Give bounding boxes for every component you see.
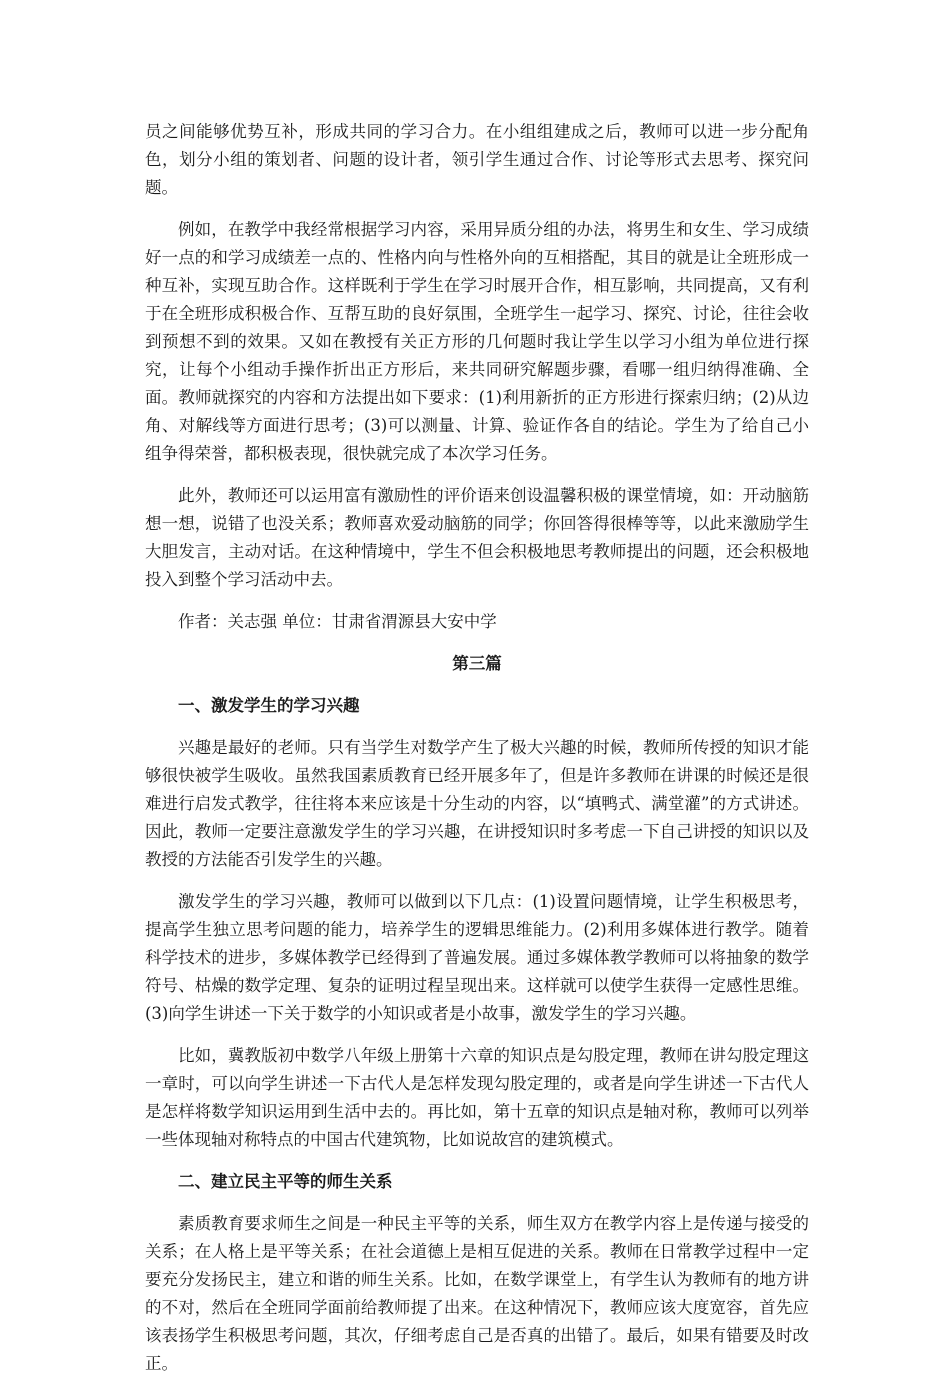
section-heading-1: 一、激发学生的学习兴趣 (178, 696, 360, 715)
section-heading-2: 二、建立民主平等的师生关系 (178, 1172, 393, 1191)
section2-paragraph: 素质教育要求师生之间是一种民主平等的关系，师生双方在教学内容上是传递与接受的关系；在人格上是平等关系；在社会道德上是相互促进的关系。教师在日常教学过程中一定要充分发扬民主，建立和谐的师生关系。比如，在数学课堂上，有学生认为教师有的地方讲的不对，然后在全班同学面前给教师提了出来。在这种情况下，教师应该大度宽容，首先应该表扬学生积极思考问题，其次，仔细考虑自己是否真的出错了。最后，如果有错要及时改正。 (145, 1214, 809, 1373)
paragraph-evaluation: 此外，教师还可以运用富有激励性的评价语来创设温馨积极的课堂情境，如：开动脑筋想一想，说错了也没关系；教师喜欢爱动脑筋的同学；你回答得很棒等等，以此来激励学生大胆发言，主动对话。在这种情境中，学生不但会积极地思考教师提出的问题，还会积极地投入到整个学习活动中去。 (145, 486, 809, 589)
paragraph-continuation: 员之间能够优势互补，形成共同的学习合力。在小组组建成之后，教师可以进一步分配角色，划分小组的策划者、问题的设计者，领引学生通过合作、讨论等形式去思考、探究问题。 (145, 122, 809, 197)
document-body (145, 118, 809, 1392)
section1-paragraph: 兴趣是最好的老师。只有当学生对数学产生了极大兴趣的时候，教师所传授的知识才能够很快被学生吸收。虽然我国素质教育已经开展多年了，但是许多教师在讲课的时候还是很难进行启发式教学，往往将本来应该是十分生动的内容，以“填鸭式、满堂灌”的方式讲述。因此，教师一定要注意激发学生的学习兴趣，在讲授知识时多考虑一下自己讲授的知识以及教授的方法能否引发学生的兴趣。 (145, 738, 809, 869)
section1-paragraph: 比如，冀教版初中数学八年级上册第十六章的知识点是勾股定理，教师在讲勾股定理这一章时，可以向学生讲述一下古代人是怎样发现勾股定理的，或者是向学生讲述一下古代人是怎样将数学知识运用到生活中去的。再比如，第十五章的知识点是轴对称，教师可以列举一些体现轴对称特点的中国古代建筑物，比如说故宫的建筑模式。 (145, 1046, 809, 1149)
part-title: 第三篇 (452, 654, 502, 673)
paragraph-example: 例如，在教学中我经常根据学习内容，采用异质分组的办法，将男生和女生、学习成绩好一点的和学习成绩差一点的、性格内向与性格外向的互相搭配，其目的就是让全班形成一种互补，实现互助合作。这样既利于学生在学习时展开合作，相互影响，共同提高，又有利于在全班形成积极合作、互帮互助的良好氛围，全班学生一起学习、探究、讨论，往往会收到预想不到的效果。又如在教授有关正方形的几何题时我让学生以学习小组为单位进行探究，让每个小组动手操作折出正方形后，来共同研究解题步骤，看哪一组归纳得准确、全面。教师就探究的内容和方法提出如下要求：(1)利用新折的正方形进行探索归纳；(2)从边角、对解线等方面进行思考；(3)可以测量、计算、验证作各自的结论。学生为了给自己小组争得荣誉，都积极表现，很快就完成了本次学习任务。 (145, 220, 809, 463)
author-line: 作者：关志强 单位：甘肃省渭源县大安中学 (178, 612, 497, 631)
section1-paragraph: 激发学生的学习兴趣，教师可以做到以下几点：(1)设置问题情境，让学生积极思考，提高学生独立思考问题的能力，培养学生的逻辑思维能力。(2)利用多媒体进行教学。随着科学技术的进步，多媒体教学已经得到了普遍发展。通过多媒体教学教师可以将抽象的数学符号、枯燥的数学定理、复杂的证明过程呈现出来。这样就可以使学生获得一定感性思维。(3)向学生讲述一下关于数学的小知识或者是小故事，激发学生的学习兴趣。 (145, 892, 809, 1023)
